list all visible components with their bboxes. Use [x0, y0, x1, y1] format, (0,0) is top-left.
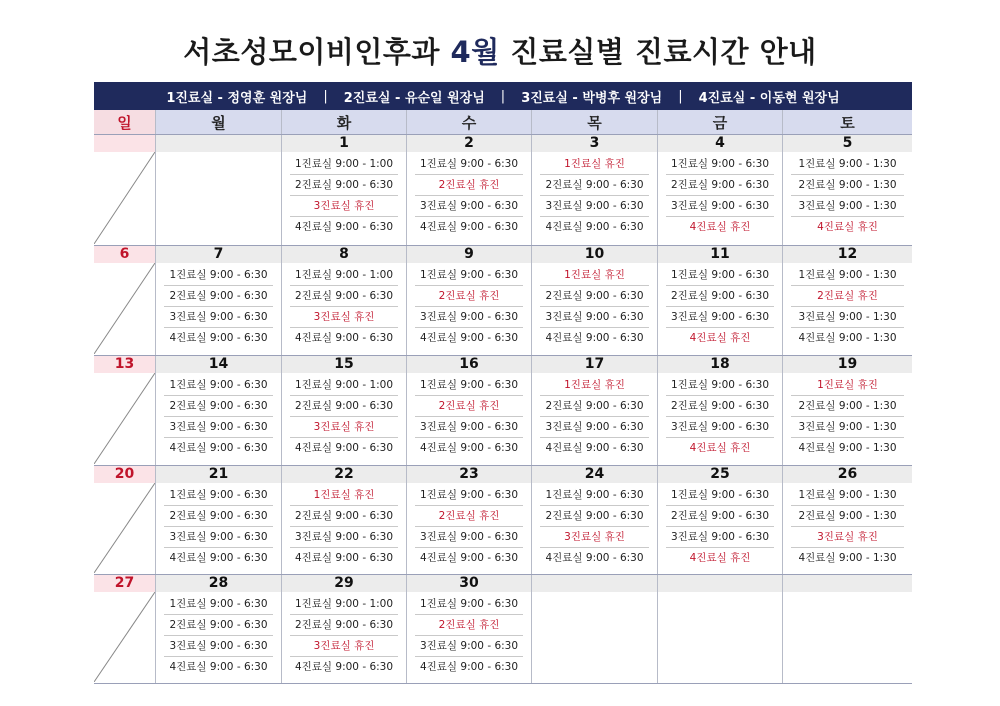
room-hours-entry: 4진료실 9:00 - 6:30	[294, 332, 394, 344]
sunday-cell	[94, 356, 155, 465]
room-closed-entry: 1진료실 휴진	[540, 375, 649, 396]
weekday-5: 금	[657, 110, 782, 134]
room-hours-entry: 3진료실 9:00 - 6:30	[164, 527, 273, 548]
room-hours-entry: 1진료실 9:00 - 1:30	[791, 154, 904, 175]
room-hours-entry: 2진료실 9:00 - 6:30	[164, 506, 273, 527]
schedule-list	[156, 592, 281, 677]
room-hours-entry: 2진료실 9:00 - 6:30	[540, 396, 649, 417]
room-hours-entry: 3진료실 9:00 - 1:30	[791, 307, 904, 328]
schedule-list	[407, 152, 531, 237]
day-cell	[782, 356, 912, 465]
week-row	[94, 246, 912, 356]
room-hours-entry: 1진료실 9:00 - 6:30	[164, 265, 273, 286]
day-number: 23	[407, 466, 531, 483]
room-closed-entry: 4진료실 휴진	[689, 221, 751, 233]
weekday-4: 목	[531, 110, 657, 134]
title-rest: 진료실별 진료시간 안내	[510, 35, 817, 69]
day-cell	[155, 356, 281, 465]
room-hours-entry: 2진료실 9:00 - 1:30	[791, 396, 904, 417]
day-number: 19	[783, 356, 912, 373]
room-hours-entry: 1진료실 9:00 - 1:30	[791, 485, 904, 506]
room-hours-entry: 4진료실 9:00 - 6:30	[294, 661, 394, 673]
schedule-list	[282, 483, 406, 568]
day-cell	[281, 246, 406, 355]
day-cell	[155, 135, 281, 245]
room-hours-entry: 1진료실 9:00 - 6:30	[164, 375, 273, 396]
schedule-list	[156, 483, 281, 568]
day-number: 5	[783, 135, 912, 152]
room-hours-entry: 3진료실 9:00 - 6:30	[540, 417, 649, 438]
day-cell	[657, 356, 782, 465]
banner-doctor-1: 1진료실 - 정영훈 원장님	[166, 90, 308, 106]
room-hours-entry: 3진료실 9:00 - 6:30	[164, 307, 273, 328]
room-hours-entry: 4진료실 9:00 - 1:30	[798, 332, 897, 344]
day-number: 2	[407, 135, 531, 152]
schedule-list	[532, 152, 657, 237]
schedule-list	[783, 373, 912, 458]
day-cell	[406, 135, 531, 245]
room-closed-entry: 2진료실 휴진	[415, 615, 523, 636]
calendar-grid	[94, 110, 912, 684]
closed-diagonal	[94, 263, 155, 354]
day-cell	[531, 135, 657, 245]
room-hours-entry: 4진료실 9:00 - 6:30	[294, 442, 394, 454]
room-closed-entry: 3진료실 휴진	[540, 527, 649, 548]
closed-diagonal	[94, 483, 155, 573]
room-hours-entry: 3진료실 9:00 - 6:30	[415, 636, 523, 657]
diagonal-line	[94, 373, 155, 464]
day-number	[156, 135, 281, 152]
day-cell	[406, 356, 531, 465]
sunday-cell	[94, 135, 155, 245]
day-cell	[657, 575, 782, 683]
schedule-list	[407, 483, 531, 568]
room-hours-entry: 4진료실 9:00 - 6:30	[169, 661, 268, 673]
room-hours-entry: 2진료실 9:00 - 6:30	[290, 286, 398, 307]
day-cell	[657, 246, 782, 355]
schedule-list	[156, 373, 281, 458]
day-cell	[657, 466, 782, 574]
day-number: 20	[94, 466, 155, 483]
title-month: 4월	[450, 35, 500, 69]
closed-diagonal	[94, 592, 155, 682]
room-hours-entry: 2진료실 9:00 - 6:30	[164, 286, 273, 307]
room-closed-entry: 4진료실 휴진	[689, 332, 751, 344]
schedule-list	[658, 263, 782, 348]
day-cell	[281, 575, 406, 683]
room-hours-entry: 3진료실 9:00 - 1:30	[791, 196, 904, 217]
day-number: 3	[532, 135, 657, 152]
room-hours-entry: 4진료실 9:00 - 1:30	[798, 442, 897, 454]
room-hours-entry: 3진료실 9:00 - 6:30	[415, 307, 523, 328]
room-closed-entry: 3진료실 휴진	[290, 636, 398, 657]
room-hours-entry: 3진료실 9:00 - 6:30	[666, 417, 774, 438]
sunday-cell	[94, 246, 155, 355]
day-cell	[281, 135, 406, 245]
room-hours-entry: 4진료실 9:00 - 6:30	[419, 552, 519, 564]
room-hours-entry: 2진료실 9:00 - 6:30	[164, 615, 273, 636]
room-hours-entry: 1진료실 9:00 - 6:30	[540, 485, 649, 506]
room-closed-entry: 2진료실 휴진	[415, 506, 523, 527]
day-number: 24	[532, 466, 657, 483]
room-hours-entry: 2진료실 9:00 - 6:30	[290, 615, 398, 636]
day-number	[532, 575, 657, 592]
room-hours-entry: 3진료실 9:00 - 6:30	[666, 527, 774, 548]
room-hours-entry: 4진료실 9:00 - 6:30	[169, 552, 268, 564]
room-hours-entry: 1진료실 9:00 - 1:00	[290, 594, 398, 615]
day-number: 13	[94, 356, 155, 373]
room-hours-entry: 3진료실 9:00 - 6:30	[290, 527, 398, 548]
room-hours-entry: 1진료실 9:00 - 1:00	[290, 154, 398, 175]
day-number: 4	[658, 135, 782, 152]
weekday-6: 토	[782, 110, 912, 134]
room-hours-entry: 1진료실 9:00 - 6:30	[666, 375, 774, 396]
day-cell	[406, 246, 531, 355]
room-hours-entry: 2진료실 9:00 - 6:30	[164, 396, 273, 417]
banner-separator: |	[678, 88, 683, 104]
schedule-list	[658, 152, 782, 237]
room-hours-entry: 3진료실 9:00 - 6:30	[540, 307, 649, 328]
room-hours-entry: 4진료실 9:00 - 6:30	[419, 661, 519, 673]
diagonal-line	[94, 483, 155, 573]
day-cell	[155, 466, 281, 574]
day-cell	[406, 466, 531, 574]
room-hours-entry: 1진료실 9:00 - 6:30	[666, 265, 774, 286]
room-hours-entry: 3진료실 9:00 - 6:30	[666, 196, 774, 217]
room-hours-entry: 4진료실 9:00 - 6:30	[419, 221, 519, 233]
room-closed-entry: 3진료실 휴진	[791, 527, 904, 548]
room-hours-entry: 3진료실 9:00 - 6:30	[415, 196, 523, 217]
day-number: 21	[156, 466, 281, 483]
schedule-list	[282, 373, 406, 458]
room-closed-entry: 1진료실 휴진	[290, 485, 398, 506]
room-hours-entry: 2진료실 9:00 - 6:30	[666, 286, 774, 307]
diagonal-line	[94, 592, 155, 682]
week-row	[94, 575, 912, 684]
room-hours-entry: 4진료실 9:00 - 6:30	[545, 442, 644, 454]
room-hours-entry: 4진료실 9:00 - 6:30	[294, 221, 394, 233]
day-cell	[406, 575, 531, 683]
schedule-list	[282, 263, 406, 348]
schedule-list	[783, 263, 912, 348]
weekday-0: 일	[94, 110, 155, 134]
banner-separator: |	[323, 88, 328, 104]
diagonal-line	[94, 152, 155, 244]
room-closed-entry: 2진료실 휴진	[415, 396, 523, 417]
schedule-list	[783, 152, 912, 237]
day-number: 12	[783, 246, 912, 263]
day-number: 10	[532, 246, 657, 263]
room-hours-entry: 1진료실 9:00 - 6:30	[164, 594, 273, 615]
day-number: 14	[156, 356, 281, 373]
room-hours-entry: 1진료실 9:00 - 6:30	[415, 375, 523, 396]
room-hours-entry: 4진료실 9:00 - 6:30	[419, 442, 519, 454]
room-closed-entry: 1진료실 휴진	[791, 375, 904, 396]
day-number: 18	[658, 356, 782, 373]
day-number: 7	[156, 246, 281, 263]
schedule-list	[282, 592, 406, 677]
day-number: 26	[783, 466, 912, 483]
day-number: 1	[282, 135, 406, 152]
banner-doctor-2: 2진료실 - 유순일 원장님	[343, 90, 485, 106]
room-hours-entry: 1진료실 9:00 - 1:00	[290, 265, 398, 286]
room-closed-entry: 3진료실 휴진	[290, 307, 398, 328]
schedule-list	[658, 373, 782, 458]
day-cell	[531, 466, 657, 574]
day-cell	[531, 246, 657, 355]
room-hours-entry: 3진료실 9:00 - 1:30	[791, 417, 904, 438]
banner-separator: |	[500, 88, 506, 104]
room-hours-entry: 4진료실 9:00 - 6:30	[419, 332, 519, 344]
day-number: 25	[658, 466, 782, 483]
room-hours-entry: 3진료실 9:00 - 6:30	[415, 527, 523, 548]
room-hours-entry: 2진료실 9:00 - 6:30	[666, 396, 774, 417]
room-hours-entry: 2진료실 9:00 - 6:30	[540, 175, 649, 196]
room-closed-entry: 4진료실 휴진	[689, 442, 751, 454]
room-hours-entry: 4진료실 9:00 - 6:30	[545, 552, 644, 564]
day-cell	[281, 356, 406, 465]
schedule-list	[532, 263, 657, 348]
day-number	[658, 575, 782, 592]
day-cell	[782, 135, 912, 245]
day-cell	[155, 575, 281, 683]
room-closed-entry: 4진료실 휴진	[817, 221, 878, 233]
weekday-1: 월	[155, 110, 281, 134]
room-closed-entry: 2진료실 휴진	[415, 286, 523, 307]
room-hours-entry: 4진료실 9:00 - 6:30	[294, 552, 394, 564]
room-hours-entry: 2진료실 9:00 - 1:30	[791, 175, 904, 196]
day-cell	[782, 246, 912, 355]
weekday-2: 화	[281, 110, 406, 134]
room-hours-entry: 3진료실 9:00 - 6:30	[666, 307, 774, 328]
room-hours-entry: 1진료실 9:00 - 6:30	[415, 594, 523, 615]
day-number	[94, 135, 155, 152]
schedule-list	[532, 483, 657, 568]
room-hours-entry: 4진료실 9:00 - 6:30	[169, 442, 268, 454]
room-closed-entry: 1진료실 휴진	[540, 265, 649, 286]
banner-doctor-4: 4진료실 - 이동현 원장님	[698, 90, 840, 106]
sunday-cell	[94, 575, 155, 683]
day-number: 17	[532, 356, 657, 373]
room-hours-entry: 3진료실 9:00 - 6:30	[164, 636, 273, 657]
page-title	[0, 30, 1000, 71]
room-hours-entry: 1진료실 9:00 - 1:00	[290, 375, 398, 396]
day-cell	[531, 356, 657, 465]
room-hours-entry: 2진료실 9:00 - 6:30	[666, 506, 774, 527]
room-hours-entry: 1진료실 9:00 - 1:30	[791, 265, 904, 286]
room-hours-entry: 3진료실 9:00 - 6:30	[540, 196, 649, 217]
day-number: 28	[156, 575, 281, 592]
day-number: 8	[282, 246, 406, 263]
room-hours-entry: 1진료실 9:00 - 6:30	[415, 485, 523, 506]
day-number: 22	[282, 466, 406, 483]
room-closed-entry: 3진료실 휴진	[290, 196, 398, 217]
room-hours-entry: 3진료실 9:00 - 6:30	[415, 417, 523, 438]
room-hours-entry: 4진료실 9:00 - 6:30	[545, 332, 644, 344]
schedule-list	[282, 152, 406, 237]
week-row	[94, 466, 912, 575]
schedule-list	[532, 373, 657, 458]
day-cell	[782, 575, 912, 683]
weekday-3: 수	[406, 110, 531, 134]
room-hours-entry: 2진료실 9:00 - 6:30	[290, 175, 398, 196]
room-hours-entry: 4진료실 9:00 - 6:30	[545, 221, 644, 233]
room-closed-entry: 1진료실 휴진	[540, 154, 649, 175]
room-hours-entry: 1진료실 9:00 - 6:30	[415, 265, 523, 286]
day-number: 29	[282, 575, 406, 592]
doctor-banner	[94, 82, 912, 110]
room-hours-entry: 1진료실 9:00 - 6:30	[164, 485, 273, 506]
closed-diagonal	[94, 152, 155, 244]
room-hours-entry: 1진료실 9:00 - 6:30	[666, 154, 774, 175]
day-number: 9	[407, 246, 531, 263]
room-closed-entry: 3진료실 휴진	[290, 417, 398, 438]
room-hours-entry: 2진료실 9:00 - 6:30	[540, 286, 649, 307]
title-main: 서초성모이비인후과	[183, 35, 440, 69]
room-closed-entry: 4진료실 휴진	[689, 552, 751, 564]
room-hours-entry: 2진료실 9:00 - 6:30	[290, 396, 398, 417]
sunday-cell	[94, 466, 155, 574]
schedule-list	[156, 263, 281, 348]
day-cell	[782, 466, 912, 574]
week-row	[94, 135, 912, 246]
room-hours-entry: 2진료실 9:00 - 6:30	[540, 506, 649, 527]
room-hours-entry: 1진료실 9:00 - 6:30	[415, 154, 523, 175]
schedule-list	[407, 263, 531, 348]
schedule-list	[658, 483, 782, 568]
schedule-list	[407, 592, 531, 677]
room-hours-entry: 4진료실 9:00 - 1:30	[798, 552, 897, 564]
room-hours-entry: 4진료실 9:00 - 6:30	[169, 332, 268, 344]
banner-doctor-3: 3진료실 - 박병후 원장님	[521, 90, 663, 106]
day-number: 11	[658, 246, 782, 263]
day-number: 6	[94, 246, 155, 263]
room-hours-entry: 2진료실 9:00 - 6:30	[290, 506, 398, 527]
day-cell	[155, 246, 281, 355]
day-cell	[531, 575, 657, 683]
schedule-list	[407, 373, 531, 458]
day-number: 16	[407, 356, 531, 373]
room-hours-entry: 3진료실 9:00 - 6:30	[164, 417, 273, 438]
weekday-header	[94, 110, 912, 135]
week-row	[94, 356, 912, 466]
room-closed-entry: 2진료실 휴진	[415, 175, 523, 196]
day-cell	[281, 466, 406, 574]
day-cell	[657, 135, 782, 245]
day-number: 27	[94, 575, 155, 592]
room-hours-entry: 2진료실 9:00 - 6:30	[666, 175, 774, 196]
room-hours-entry: 1진료실 9:00 - 6:30	[666, 485, 774, 506]
room-closed-entry: 2진료실 휴진	[791, 286, 904, 307]
schedule-list	[783, 483, 912, 568]
day-number: 30	[407, 575, 531, 592]
closed-diagonal	[94, 373, 155, 464]
room-hours-entry: 2진료실 9:00 - 1:30	[791, 506, 904, 527]
day-number	[783, 575, 912, 592]
day-number: 15	[282, 356, 406, 373]
diagonal-line	[94, 263, 155, 354]
